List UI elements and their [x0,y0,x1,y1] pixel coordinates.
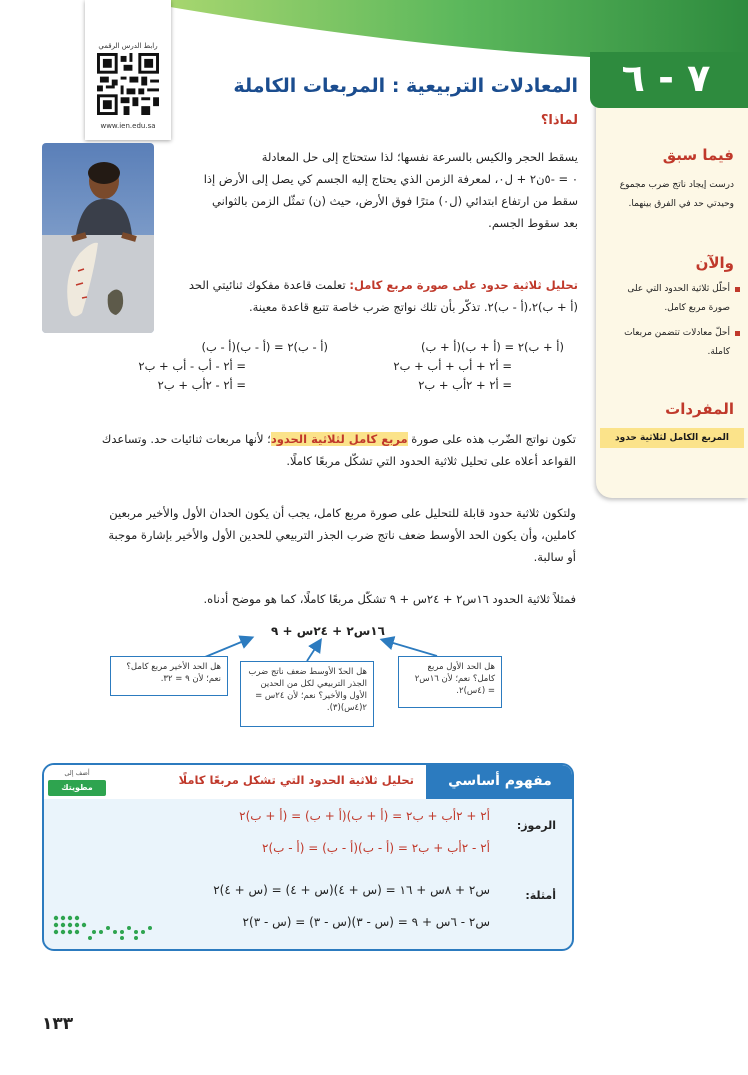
symbols-label: الرموز: [516,819,556,832]
why-paragraph [154,146,578,234]
factoring-line1: تعلمت قاعدة مفكوك ثنائيتي الحد [188,278,350,292]
foldable-tag-top: أضف إلى [64,769,90,777]
why-heading: لماذا؟ [540,113,578,128]
foldable-tag[interactable] [48,769,106,799]
why-line: ٠ = -٥ن٢ + ل٠، لمعرفة الزمن الذي يحتاج إليه الجسم كي يصل إلى الأرض إذا [203,172,578,186]
conditions-paragraph [36,502,576,568]
concept-title: تحليل ثلاثية الحدود التي تشكل مربعًا كاملًا [178,773,414,787]
conditions-line: أو سالبة. [533,550,576,564]
note-middle-term: هل الحدّ الأوسط ضعف ناتج ضرب الجذر التربيعي لكل من الحدين الأول والأخير؟ نعم؛ لأن ٢٤س = ٢(٤س)(٣). [240,661,374,727]
perfect-square-line2: القواعد أعلاه على تحليل ثلاثية الحدود التي تشكّل مربعًا كاملًا. [286,454,576,468]
ministry-dots-logo [50,912,160,944]
sidebar [596,102,748,498]
arrow-middle-term [307,641,320,661]
diff-eq-line: = أ٢ - ٢أب + ب٢ [157,378,246,392]
why-line: بعد سقوط الجسم. [488,216,578,230]
arrow-last-term [205,638,251,657]
perfect-square-post: ؛ لأنها مربعات ثنائيات حد. وتساعدك [101,432,271,446]
conditions-line: كاملين، وأن يكون الحد الأوسط ضعف ناتج ضرب الجذر التربيعي للحدين الأول والأخير بإشارة موجبة [108,528,576,542]
now-list [608,280,740,368]
perfect-square-paragraph [44,428,576,472]
qr-card[interactable] [85,0,171,140]
perfect-square-pre: تكون نواتج الضّرب هذه على صورة [407,432,576,446]
qr-caption: رابط الدرس الرقمي [98,42,158,50]
lesson-title: المعادلات التربيعية : المربعات الكاملة [233,75,578,97]
sum-eq-line: (أ + ب)٢ = (أ + ب)(أ + ب) [421,340,564,354]
diff-eq-line: = أ٢ - أب - أب + ب٢ [138,359,246,373]
example-identity: س٢ + ٨س + ١٦ = (س + ٤)(س + ٤) = (س + ٤)٢ [213,883,490,897]
previous-heading: فيما سبق [662,146,734,164]
examples-label: أمثلة: [525,889,556,902]
page-number: ١٣٣ [42,1014,74,1034]
note-last-term: هل الحد الأخير مربع كامل؟ نعم؛ لأن ٩ = ٣٢. [110,656,228,696]
previous-text: درست إيجاد ناتج ضرب مجموع وحيدتي حد في الفرق بينهما. [619,180,734,209]
concept-tab: مفهوم أساسي [426,763,574,799]
sum-eq-line: = أ٢ + أب + أب + ب٢ [393,359,512,373]
example-identity: س٢ - ٦س + ٩ = (س - ٣)(س - ٣) = (س - ٣)٢ [242,915,490,929]
conditions-line: ولتكون ثلاثية حدود قابلة للتحليل على صورة مربع كامل، يجب أن يكون الحدان الأول والأخير مربعين [109,506,576,520]
lesson-number: ٧ - ٦ [621,56,711,100]
vocab-term[interactable]: المربع الكامل لثلاثية حدود [600,428,744,448]
arrow-first-term [383,640,437,656]
why-line: يسقط الحجر والكيس بالسرعة نفسها؛ لذا ستحتاج إلى حل المعادلة [261,150,578,164]
diff-eq-line: (أ - ب)٢ = (أ - ب)(أ - ب) [201,340,328,354]
sum-eq-line: = أ٢ + ٢أب + ب٢ [418,378,512,392]
factoring-lead: تحليل ثلاثية حدود على صورة مربع كامل: [349,278,578,292]
symbol-identity: أ٢ - ٢أب + ب٢ = (أ - ب)(أ - ب) = (أ - ب)٢ [262,841,490,855]
symbol-identity: أ٢ + ٢أب + ب٢ = (أ + ب)(أ + ب) = (أ + ب)٢ [239,809,490,823]
boy-dropping-objects-photo [42,143,154,333]
foldable-tag-label: مطويتك [48,780,106,796]
perfect-square-term: مربع كامل لثلاثية الحدود [270,432,408,446]
factoring-paragraph [154,274,578,318]
qr-url[interactable]: www.ien.edu.sa [100,122,156,130]
note-first-term: هل الحد الأول مربع كامل؟ نعم؛ لأن ١٦س٢ = (٤س)٢. [398,656,502,708]
example-expression: ١٦س٢ + ٢٤س + ٩ [271,624,385,638]
vocab-heading: المفردات [665,400,734,418]
now-item: أحلّ معادلات تتضمن مربعات كاملة. [608,324,740,362]
why-line: سقط من ارتفاع ابتدائي (ل٠) مترًا فوق الأرض، حيث (ن) تمثّل الزمن بالثواني [211,194,578,208]
now-item: أحلّل ثلاثية الحدود التي على صورة مربع كامل. [608,280,740,318]
example-intro: فمثلاً ثلاثية الحدود ١٦س٢ + ٢٤س + ٩ تشكّل مربعًا كاملًا، كما هو موضح أدناه. [203,592,576,606]
now-heading: والآن [695,254,734,272]
qr-code-icon[interactable] [97,53,159,115]
factoring-line2: (أ + ب)٢،(أ - ب)٢. تذكّر بأن تلك نواتج ضرب خاصة تتبع قاعدة معينة. [248,300,578,314]
